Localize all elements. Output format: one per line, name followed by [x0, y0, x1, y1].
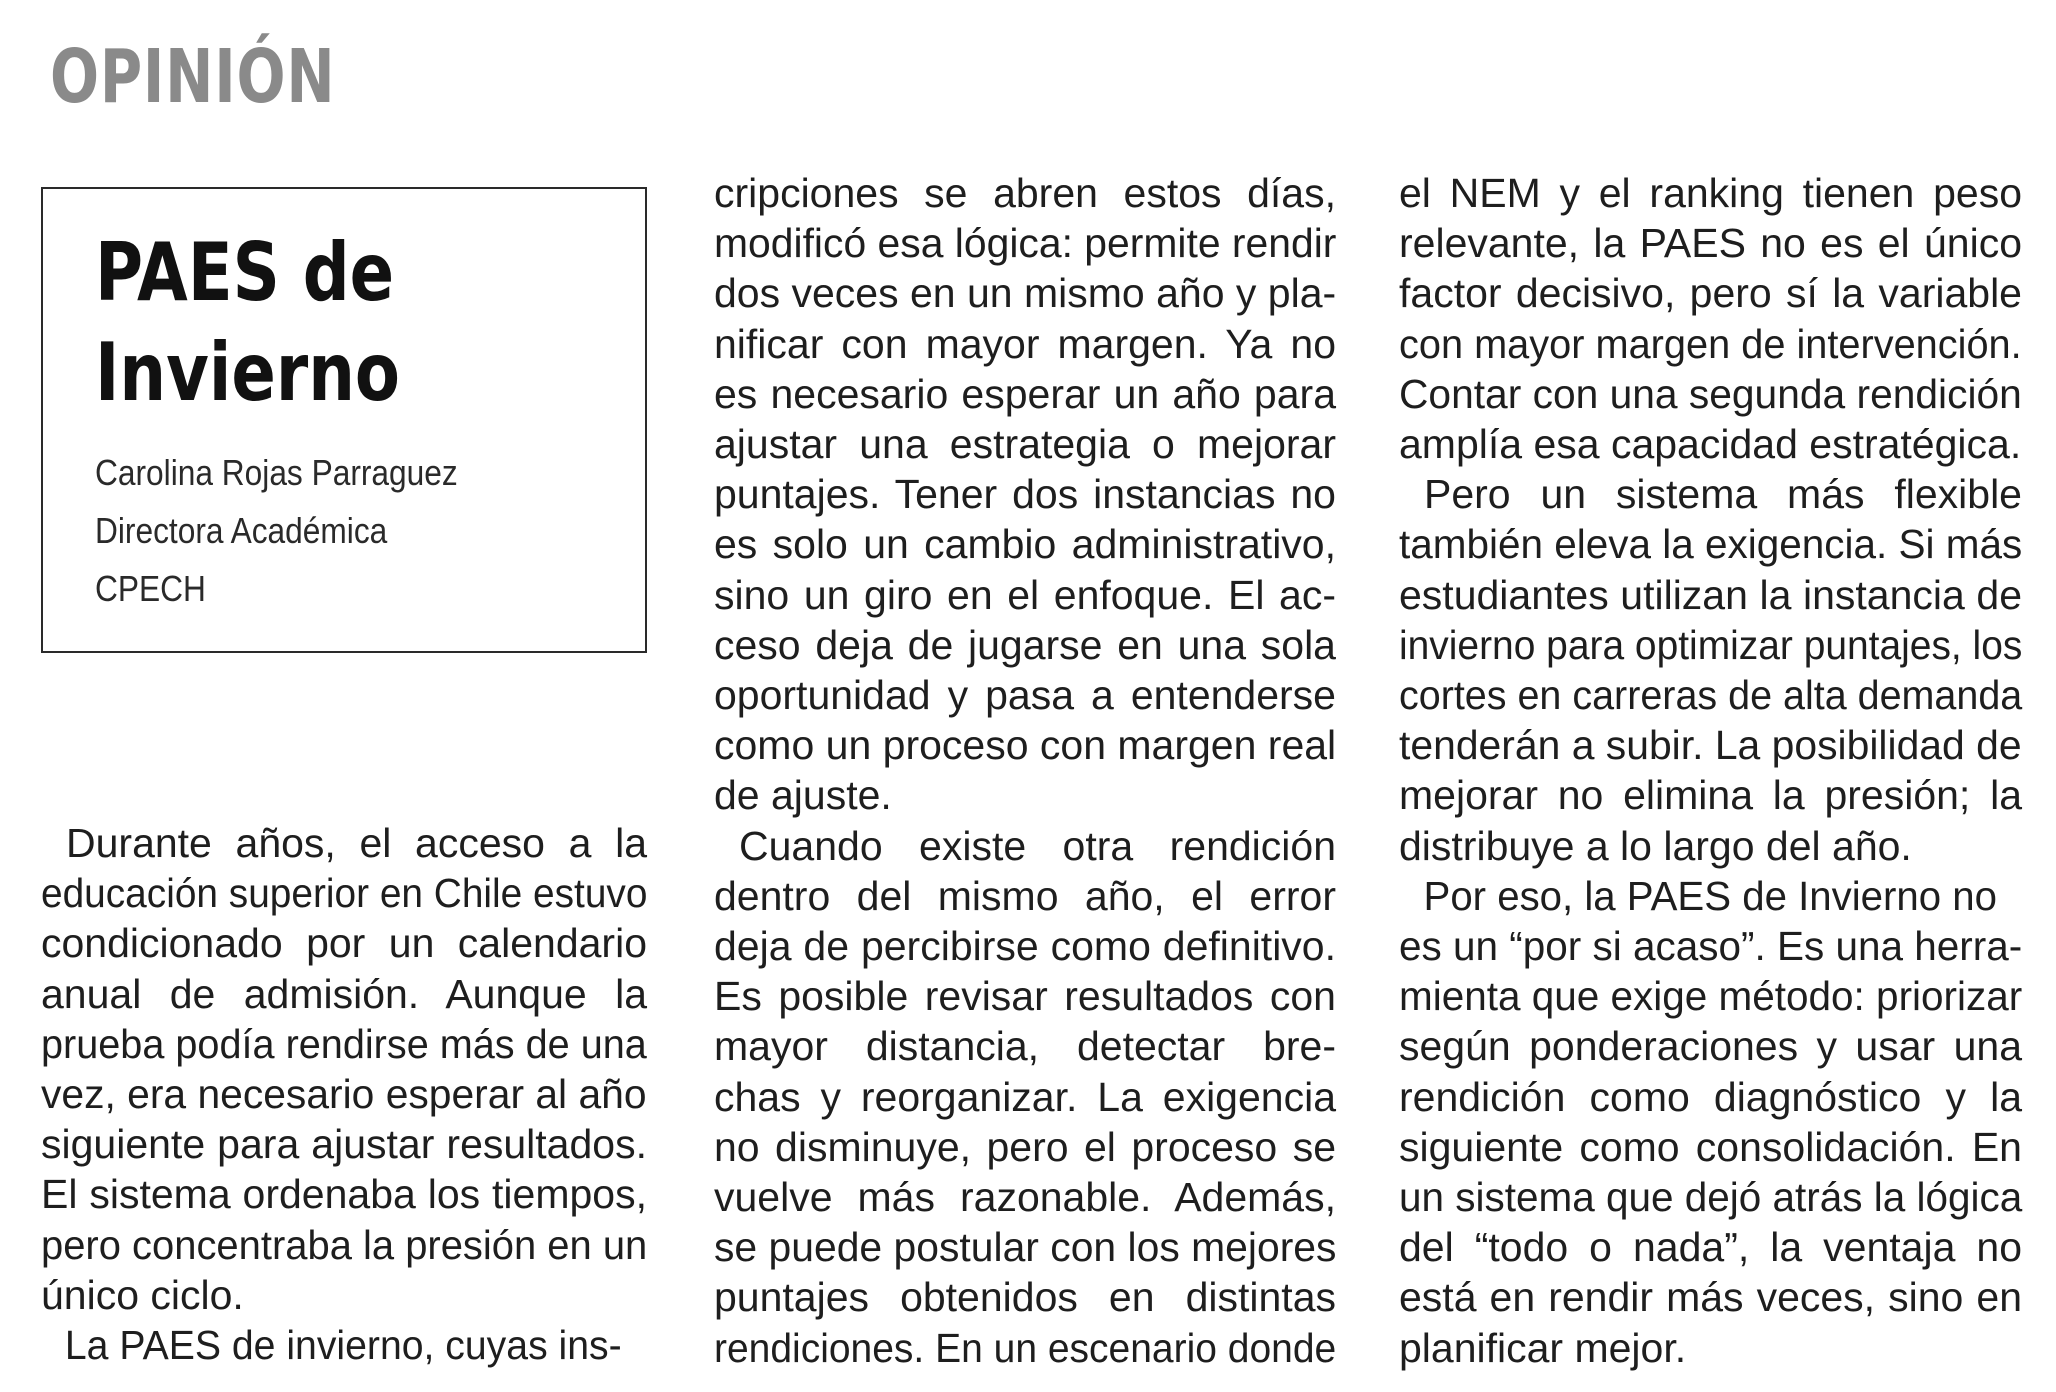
text-line: chas y reorganizar. La exigencia [714, 1073, 1336, 1120]
text-line: ceso deja de jugarse en una sola [714, 621, 1336, 668]
text-line: relevante, la PAES no es el único [1399, 220, 2022, 267]
text-line: mayor distancia, detectar bre- [714, 1023, 1336, 1070]
text-line: sino un giro en el enfoque. El ac- [714, 571, 1336, 618]
author-name: Carolina Rojas Parraguez [95, 452, 458, 493]
text-line: Cuando existe otra rendición [739, 822, 1336, 869]
text-line: Pero un sistema más flexible [1424, 471, 2022, 518]
text-line: siguiente como consolidación. En [1399, 1123, 2022, 1170]
text-line: es necesario esperar un año para [714, 370, 1336, 417]
article-column-1 [41, 818, 647, 1370]
text-line: como un proceso con margen real [714, 722, 1337, 769]
article-column-2 [714, 168, 1336, 1373]
text-line: es solo un cambio administrativo, [714, 521, 1336, 568]
article-column-3 [1399, 168, 2022, 1373]
text-line: siguiente para ajustar resultados. [41, 1121, 647, 1168]
text-line: factor decisivo, pero sí la variable [1399, 270, 2022, 317]
text-line: no disminuye, pero el proceso se [714, 1123, 1336, 1170]
text-line: deja de percibirse como definitivo. [714, 923, 1336, 970]
text-line: pero concentraba la presión en un [41, 1221, 648, 1268]
text-line: es un “por si acaso”. Es una herra- [1399, 923, 2023, 970]
section-label: OPINIÓN [50, 34, 336, 120]
headline-line-2: Invierno [95, 326, 400, 419]
text-line: mejorar no elimina la presión; la [1399, 772, 2022, 819]
author-role: Directora Académica [95, 510, 388, 551]
headline-box [41, 187, 647, 653]
text-line: anual de admisión. Aunque la [41, 970, 647, 1017]
text-line: mienta que exige método: priorizar [1399, 973, 2023, 1020]
text-line: cortes en carreras de alta demanda [1399, 672, 2023, 719]
text-line: invierno para optimizar puntajes, los [1399, 621, 2023, 668]
text-line: modificó esa lógica: permite rendir [714, 220, 1337, 267]
text-line: planificar mejor. [1399, 1324, 1687, 1371]
text-line: Es posible revisar resultados con [714, 973, 1336, 1020]
text-line: condicionado por un calendario [41, 920, 647, 967]
text-line: de ajuste. [714, 772, 892, 819]
text-line: oportunidad y pasa a entenderse [714, 672, 1336, 719]
text-line: distribuye a lo largo del año. [1399, 822, 1912, 869]
headline-line-1: PAES de [95, 226, 395, 319]
text-line: cripciones se abren estos días, [714, 170, 1336, 216]
text-line: educación superior en Chile estuvo [41, 870, 648, 917]
text-line: estudiantes utilizan la instancia de [1399, 571, 2022, 618]
text-line: tenderán a subir. La posibilidad de [1399, 722, 2022, 769]
text-line: amplía esa capacidad estratégica. [1399, 421, 2022, 468]
text-line: según ponderaciones y usar una [1399, 1023, 2022, 1070]
text-line: Contar con una segunda rendición [1399, 370, 2022, 417]
text-line: Por eso, la PAES de Invierno no [1423, 872, 1997, 919]
text-line: un sistema que dejó atrás la lógica [1399, 1174, 2023, 1221]
text-line: vez, era necesario esperar al año [41, 1071, 647, 1118]
byline [95, 444, 507, 618]
text-line: con mayor margen de intervención. [1399, 320, 2022, 367]
text-line: puntajes. Tener dos instancias no [714, 471, 1336, 518]
text-line: ajustar una estrategia o mejorar [714, 421, 1336, 468]
text-line: del “todo o nada”, la ventaja no [1399, 1224, 2022, 1271]
text-line: único ciclo. [41, 1271, 244, 1318]
text-line: el NEM y el ranking tienen peso [1399, 170, 2022, 216]
text-line: nificar con mayor margen. Ya no [714, 320, 1336, 367]
text-line: también eleva la exigencia. Si más [1399, 521, 2023, 568]
text-line: está en rendir más veces, sino en [1399, 1274, 2022, 1321]
text-line: El sistema ordenaba los tiempos, [41, 1171, 647, 1218]
text-line: rendición como diagnóstico y la [1399, 1073, 2022, 1120]
text-line: dentro del mismo año, el error [714, 872, 1336, 919]
text-line: se puede postular con los mejores [714, 1224, 1337, 1271]
author-organization: CPECH [95, 568, 206, 609]
headline [95, 223, 400, 423]
text-line: rendiciones. En un escenario donde [714, 1324, 1337, 1371]
text-line: vuelve más razonable. Además, [714, 1174, 1336, 1221]
text-line: La PAES de invierno, cuyas ins- [64, 1322, 622, 1369]
text-line: puntajes obtenidos en distintas [714, 1274, 1336, 1321]
text-line: Durante años, el acceso a la [66, 820, 647, 866]
text-line: dos veces en un mismo año y pla- [714, 270, 1337, 317]
text-line: prueba podía rendirse más de una [41, 1020, 647, 1067]
